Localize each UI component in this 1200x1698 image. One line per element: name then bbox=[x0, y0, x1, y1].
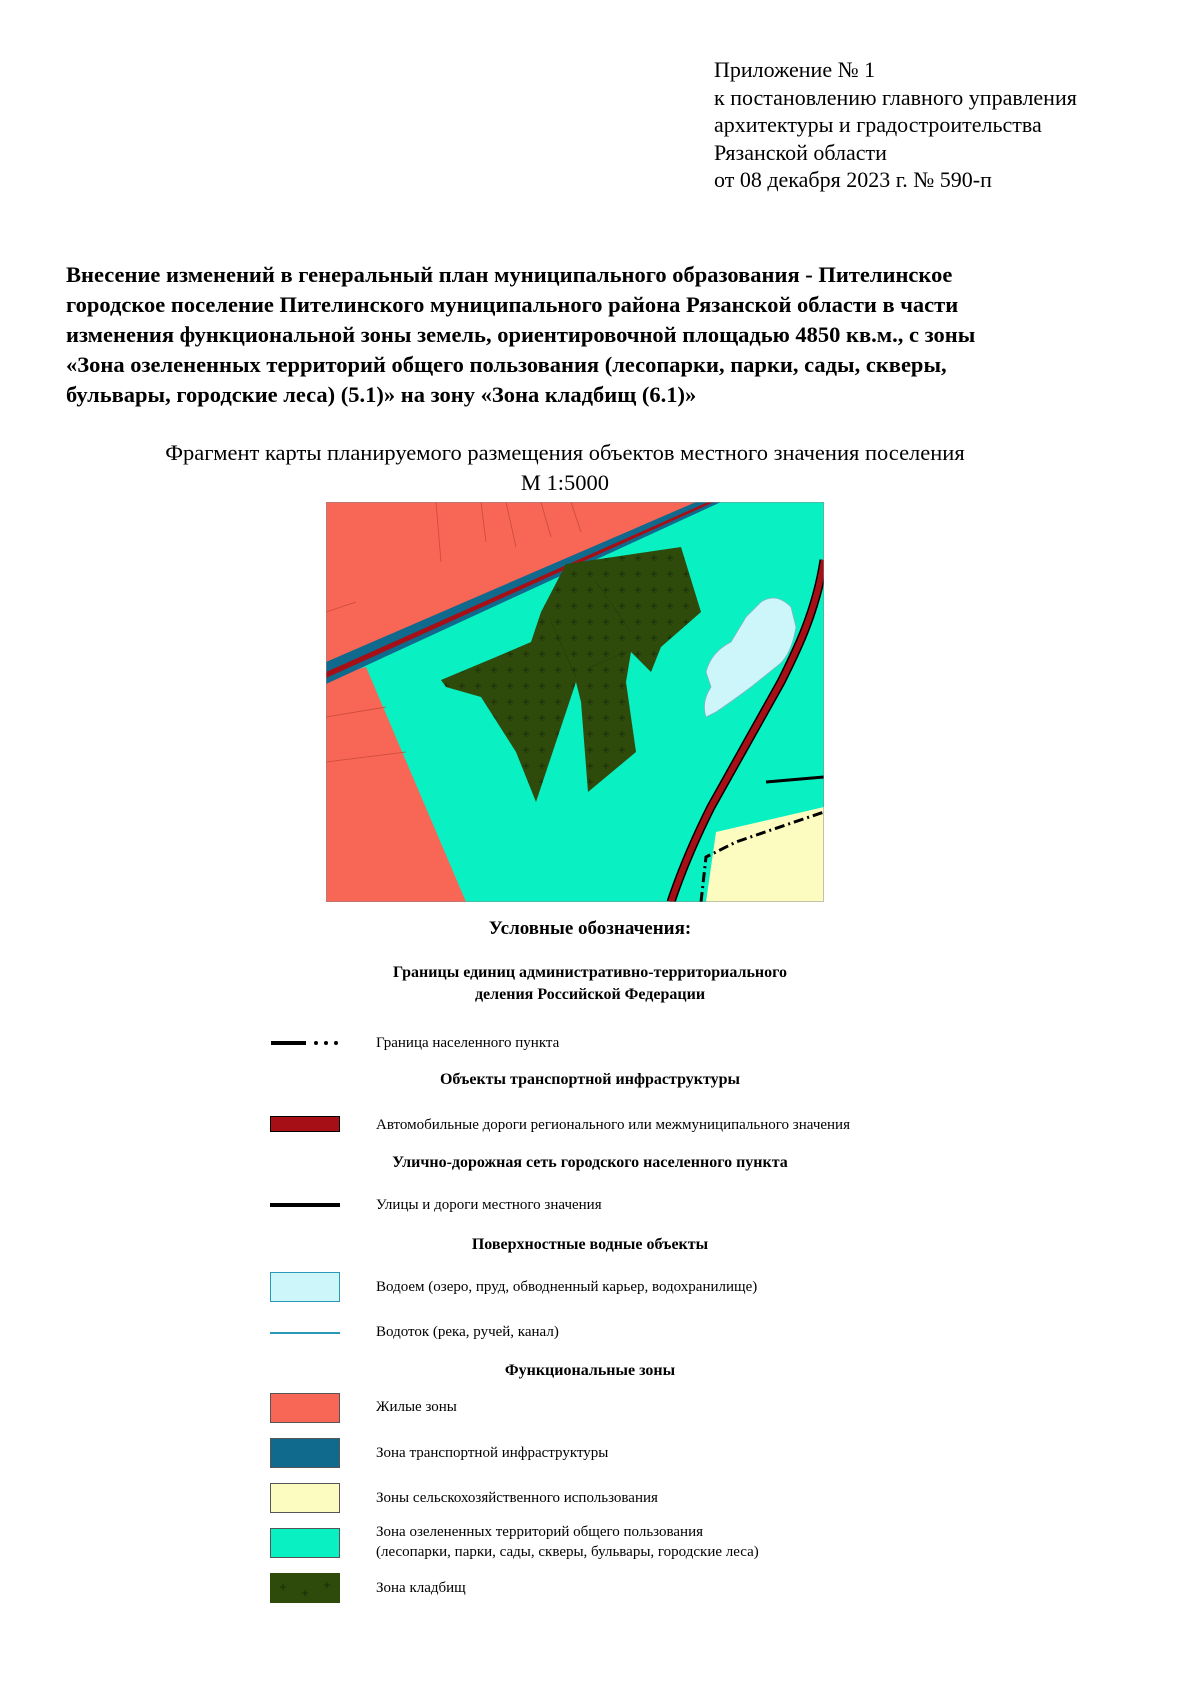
legend-heading-water: Поверхностные водные объекты bbox=[471, 1236, 709, 1253]
title-line: городское поселение Пителинского муниципального района Рязанской области в части bbox=[66, 292, 959, 317]
transport-zone-swatch bbox=[270, 1438, 340, 1468]
appendix-block bbox=[714, 56, 1154, 194]
water-body-swatch bbox=[270, 1272, 340, 1302]
legend-transport-zone: Зона транспортной инфраструктуры bbox=[376, 1445, 609, 1461]
appendix-line: архитектуры и градостроительства bbox=[714, 112, 1042, 137]
appendix-line: Рязанской области bbox=[714, 139, 887, 165]
legend-heading-zones: Функциональные зоны bbox=[504, 1362, 676, 1379]
legend-green-line: Зона озелененных территорий общего пользования bbox=[376, 1524, 704, 1540]
appendix-line: Приложение № 1 bbox=[714, 57, 876, 82]
legend-heading-line: Границы единиц административно-территориального bbox=[392, 964, 788, 981]
map-caption-text: Фрагмент карты планируемого размещения объектов местного значения поселения bbox=[165, 440, 965, 465]
legend-cemetery: Зона кладбищ bbox=[376, 1580, 466, 1596]
legend-agricultural: Зоны сельскохозяйственного использования bbox=[376, 1490, 658, 1506]
map-fragment bbox=[326, 502, 824, 902]
green-zone-swatch bbox=[270, 1528, 340, 1558]
appendix-line: к постановлению главного управления bbox=[714, 84, 1077, 110]
legend-water-body: Водоем (озеро, пруд, обводненный карьер, водохранилище) bbox=[376, 1279, 758, 1295]
watercourse-swatch bbox=[270, 1332, 340, 1334]
legend-residential: Жилые зоны bbox=[376, 1399, 457, 1415]
settlement-border-swatch bbox=[270, 1036, 340, 1050]
title-line: Внесение изменений в генеральный план муниципального образования - Пителинское bbox=[66, 262, 953, 287]
regional-road-swatch bbox=[270, 1116, 340, 1132]
legend-heading-streets: Улично-дорожная сеть городского населенного пункта bbox=[392, 1154, 788, 1171]
agricultural-swatch bbox=[270, 1483, 340, 1513]
legend-heading-admin bbox=[270, 962, 910, 1006]
document-title bbox=[66, 260, 1156, 410]
legend-regional-roads: Автомобильные дороги регионального или межмуниципального значения bbox=[376, 1117, 850, 1133]
legend-title: Условные обозначения: bbox=[488, 918, 692, 939]
map-scale: М 1:5000 bbox=[520, 470, 610, 495]
legend-local-streets: Улицы и дороги местного значения bbox=[376, 1197, 602, 1213]
title-line: «Зона озелененных территорий общего пользования (лесопарки, парки, сады, скверы, bbox=[66, 352, 947, 377]
title-line: бульвары, городские леса) (5.1)» на зону «Зона кладбищ (6.1)» bbox=[66, 382, 697, 407]
title-line: изменения функциональной зоны земель, ориентировочной площадью 4850 кв.м., с зоны bbox=[66, 322, 976, 347]
legend-settlement-border: Граница населенного пункта bbox=[376, 1035, 560, 1051]
local-street-swatch bbox=[270, 1203, 340, 1207]
map-caption bbox=[60, 438, 1070, 498]
legend-heading-line: деления Российской Федерации bbox=[474, 986, 706, 1003]
residential-swatch bbox=[270, 1393, 340, 1423]
appendix-line: от 08 декабря 2023 г. № 590-п bbox=[714, 167, 992, 192]
legend-heading-transport: Объекты транспортной инфраструктуры bbox=[439, 1071, 741, 1088]
cemetery-swatch bbox=[270, 1573, 340, 1603]
legend-watercourse: Водоток (река, ручей, канал) bbox=[376, 1324, 559, 1340]
legend-green-line: (лесопарки, парки, сады, скверы, бульвары, городские леса) bbox=[376, 1544, 759, 1560]
legend-green-zone bbox=[376, 1522, 759, 1562]
